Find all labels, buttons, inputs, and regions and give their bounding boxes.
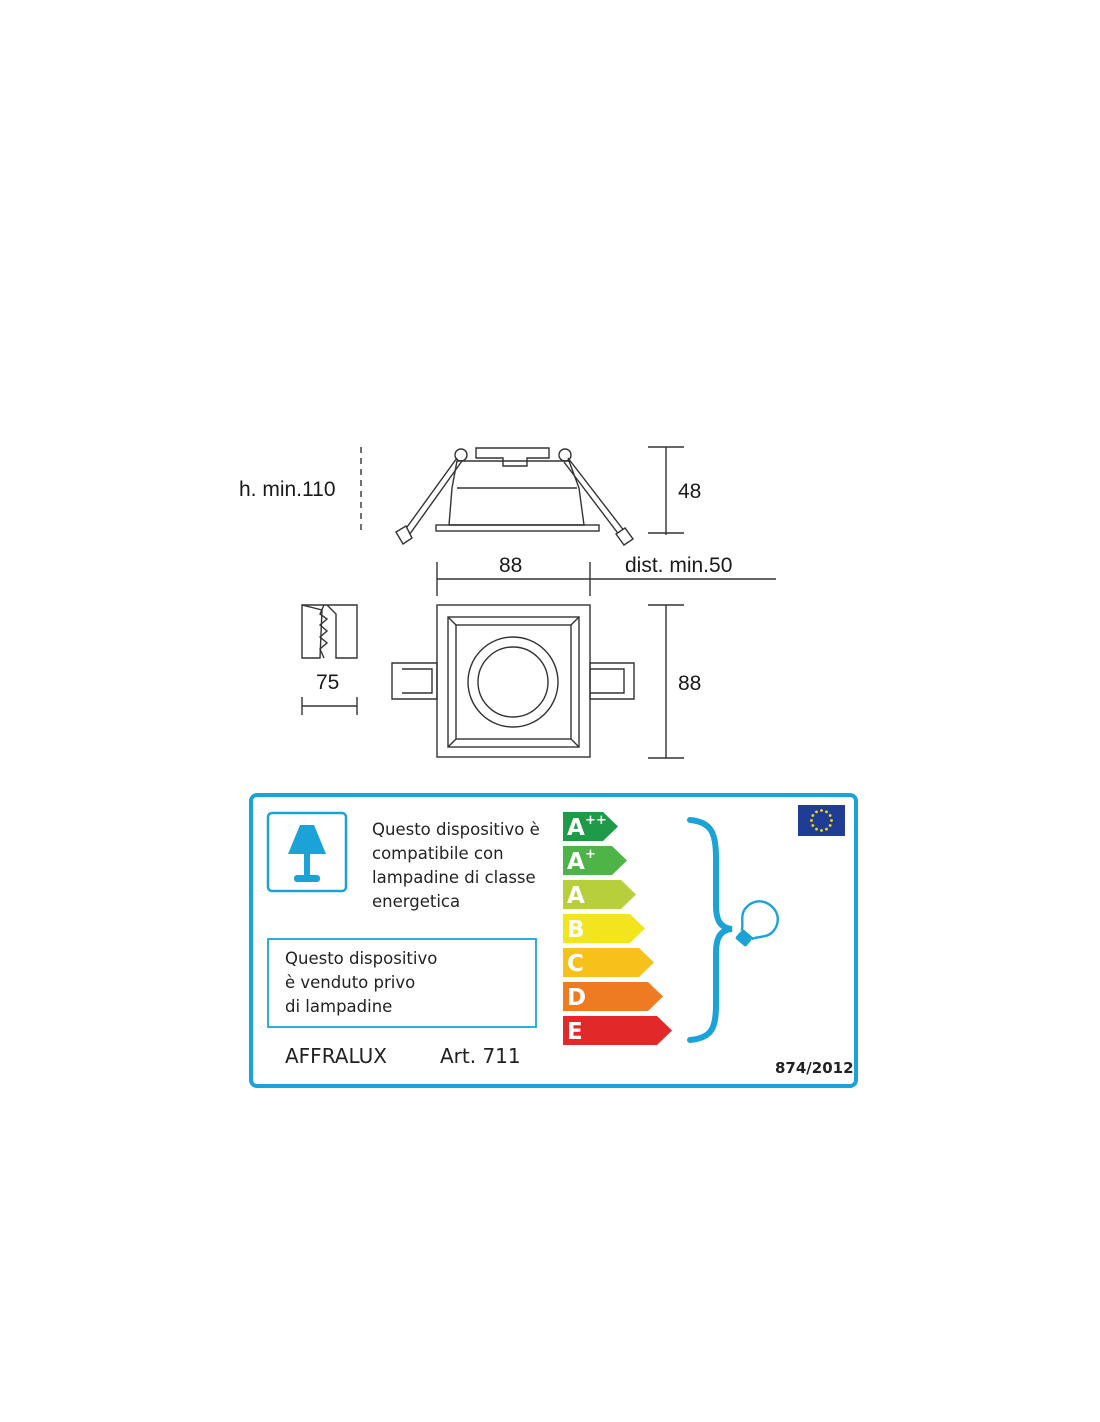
- energy-class-letter: D: [567, 985, 587, 1011]
- energy-class-superscript: +: [585, 847, 596, 862]
- top-view-corner-bl: [448, 739, 456, 747]
- width-label: 88: [499, 554, 523, 577]
- energy-class-letter: A: [567, 849, 585, 875]
- top-view-tab-left: [392, 663, 437, 699]
- side-view-spring-left: [402, 458, 462, 538]
- cutout-left-block: [302, 605, 322, 658]
- side-view-bracket: [476, 448, 549, 466]
- top-view-tab-right: [590, 663, 634, 699]
- compatibility-line-4: energetica: [372, 892, 461, 911]
- eu-star: [829, 824, 832, 827]
- regulation-number: 874/2012: [775, 1059, 854, 1077]
- compatibility-line-1: Questo dispositivo è: [372, 820, 540, 839]
- top-view-recess: [456, 625, 571, 739]
- side-view-flange: [436, 525, 599, 531]
- eu-star: [811, 824, 814, 827]
- cutout-label: 75: [316, 671, 340, 694]
- eu-star: [829, 814, 832, 817]
- min-distance-label: dist. min.50: [625, 554, 733, 577]
- energy-class-letter: E: [567, 1019, 583, 1045]
- no-bulbs-line-1: Questo dispositivo: [285, 949, 438, 968]
- energy-class-letter: B: [567, 917, 585, 943]
- top-view-corner-tr: [571, 617, 579, 625]
- cutout-block: [302, 605, 357, 658]
- article-number: Art. 711: [440, 1044, 521, 1068]
- eu-star: [825, 810, 828, 813]
- energy-label-frame: [251, 795, 856, 1086]
- eu-star: [815, 828, 818, 831]
- side-view-spring-right-tip: [616, 528, 633, 545]
- compatibility-line-2: compatibile con: [372, 844, 504, 863]
- eu-star: [820, 809, 823, 812]
- side-view-drawing: [361, 447, 684, 545]
- top-view-drawing: [392, 605, 684, 758]
- height-label: 48: [678, 480, 702, 503]
- top-view-corner-br: [571, 739, 579, 747]
- energy-class-superscript: ++: [585, 813, 607, 828]
- brand-name: AFFRALUX: [285, 1044, 387, 1068]
- eu-star: [830, 819, 833, 822]
- top-view-lamp-ring-inner: [478, 647, 548, 717]
- no-bulbs-line-2: è venduto privo: [285, 973, 416, 992]
- min-height-label: h. min.110: [239, 478, 336, 501]
- eu-star: [825, 828, 828, 831]
- technical-drawing: [302, 447, 776, 758]
- eu-flag-icon: [798, 805, 845, 836]
- top-view-corner-tl: [448, 617, 456, 625]
- energy-class-letter: A: [567, 883, 585, 909]
- side-view-body: [449, 461, 584, 525]
- eu-star: [811, 814, 814, 817]
- energy-label: [251, 795, 856, 1086]
- depth-label: 88: [678, 672, 702, 695]
- cutout-symbol: [302, 605, 357, 715]
- eu-star: [820, 829, 823, 832]
- top-view-lamp-ring-outer: [468, 637, 558, 727]
- eu-star: [815, 810, 818, 813]
- side-view-spring-left-tip: [396, 526, 412, 544]
- energy-class-letter: A: [567, 815, 585, 841]
- top-view-outer-frame: [437, 605, 590, 757]
- eu-star: [810, 819, 813, 822]
- energy-class-letter: C: [567, 951, 584, 977]
- no-bulbs-line-3: di lampadine: [285, 997, 393, 1016]
- compatibility-line-3: lampadine di classe: [372, 868, 536, 887]
